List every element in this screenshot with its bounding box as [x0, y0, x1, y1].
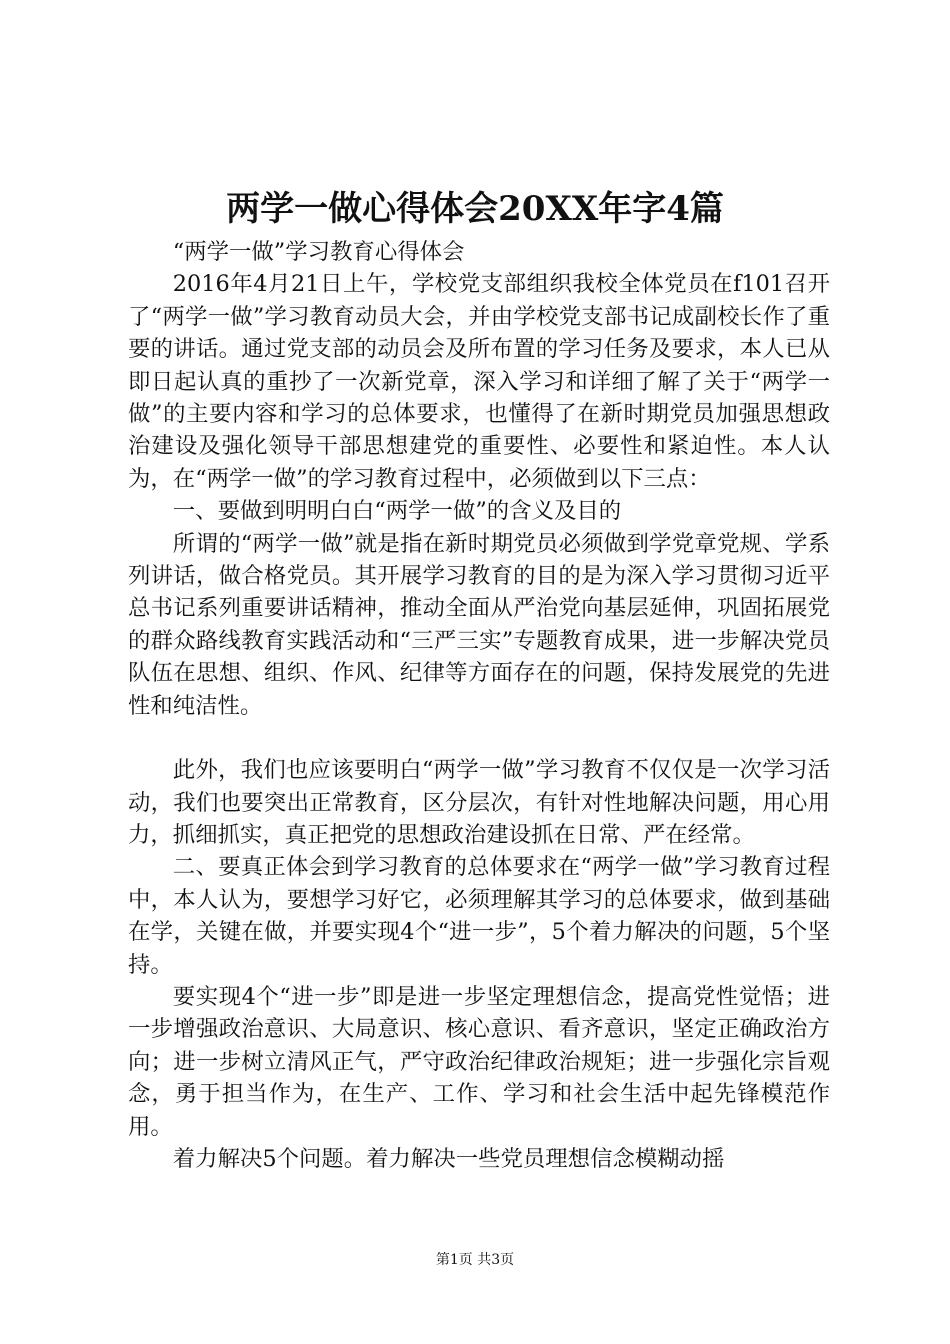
paragraph-heading-one: 一、要做到明明白白“两学一做”的含义及目的 [172, 498, 622, 525]
paragraph-intro: 2016年4月21日上午，学校党支部组织我校全体党员在f101召开了“两学一做”学习教育动员大会，并由学校党支部书记成副校长作了重要的讲话。通过党支部的动员会及所布置的学习任务及要求，本人已从即日起认真的重抄了一次新党章，深入学习和详细了解了关于“两学一做”的主要内容和学习的总体要求，也懂得了在新时期党员加强思想政治建设及强化领导干部思想建党的重要性、必要性和紧迫性。本人认为，在“两学一做”的学习教育过程中，必须做到以下三点： [128, 271, 830, 492]
paragraph-additionally: 此外，我们也应该要明白“两学一做”学习教育不仅仅是一次学习活动，我们也要突出正常教育，区分层次，有针对性地解决问题，用心用力，抓细抓实，真正把党的思想政治建设抓在日常、严在经常。 [128, 757, 830, 848]
page-footer: 第1页 共3页 [435, 1252, 515, 1268]
paragraph-meaning: 所谓的“两学一做”就是指在新时期党员必须做到学党章党规、学系列讲话，做合格党员。其开展学习教育的目的是为深入学习贯彻习近平总书记系列重要讲话精神，推动全面从严治党向基层延伸，巩固拓展党的群众路线教育实践活动和“三严三实”专题教育成果，进一步解决党员队伍在思想、组织、作风、纪律等方面存在的问题，保持发展党的先进性和纯洁性。 [128, 530, 830, 719]
paragraph-five-problems: 着力解决5个问题。着力解决一些党员理想信念模糊动摇 [172, 1145, 725, 1172]
paragraph-heading-two: 二、要真正体会到学习教育的总体要求在“两学一做”学习教育过程中，本人认为，要想学习好它，必须理解其学习的总体要求，做到基础在学，关键在做，并要实现4个“进一步”，5个着力解决的问题，5个坚持。 [128, 854, 830, 978]
paragraph-subtitle: “两学一做”学习教育心得体会 [172, 239, 465, 265]
document-title: 两学一做心得体会20XX年字4篇 [226, 189, 724, 229]
document-body [128, 236, 830, 1175]
paragraph-four-steps: 要实现4个“进一步”即是进一步坚定理想信念，提高党性觉悟；进一步增强政治意识、大局意识、核心意识、看齐意识，坚定正确政治方向；进一步树立清风正气，严守政治纪律政治规矩；进一步强化宗旨观念，勇于担当作为，在生产、工作、学习和社会生活中起先锋模范作用。 [128, 983, 830, 1140]
